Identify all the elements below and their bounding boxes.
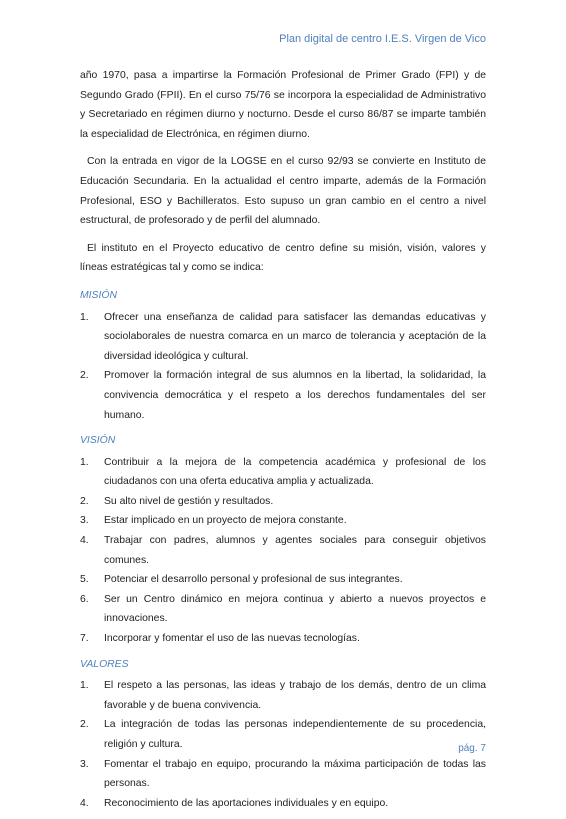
list-number: 4.: [80, 797, 89, 809]
page-header-title: Plan digital de centro I.E.S. Virgen de Vico: [279, 33, 486, 45]
list-number: 4.: [80, 535, 89, 547]
section-heading: VISIÓN: [80, 435, 116, 447]
numbered-list: [80, 453, 486, 649]
list-item-text: El respeto a las personas, las ideas y trabajo de los demás, dentro de un clima favorable y de buena convivencia.: [104, 680, 486, 711]
page-number: pág. 7: [458, 743, 486, 754]
list-item: [80, 629, 486, 649]
list-item: [80, 794, 486, 814]
numbered-list: [80, 676, 486, 813]
list-item: [80, 308, 486, 367]
list-item: [80, 366, 486, 425]
list-item: [80, 570, 486, 590]
list-item-text: Su alto nivel de gestión y resultados.: [104, 495, 274, 507]
list-item: [80, 453, 486, 492]
list-number: 1.: [80, 311, 89, 323]
list-number: 6.: [80, 593, 89, 605]
paragraph: año 1970, pasa a impartirse la Formación Profesional de Primer Grado (FPI) y de Segundo Grado (FPII). En el curso 75/76 se incorpora la especialidad de Administrativo y Secretariado en régimen diurno y nocturno. Desde el curso 86/87 se imparte también la especialidad de Electrónica, en régimen diurno.: [80, 70, 486, 140]
section-heading: VALORES: [80, 658, 129, 670]
list-item: [80, 676, 486, 715]
paragraph: El instituto en el Proyecto educativo de centro define su misión, visión, valores y líneas estratégicas tal y como se indica:: [80, 242, 486, 274]
list-item: [80, 590, 486, 629]
section-mision: [80, 286, 486, 425]
list-number: 2.: [80, 495, 89, 507]
list-item-text: Contribuir a la mejora de la competencia académica y profesional de los ciudadanos con una oferta educativa amplia y actualizada.: [104, 456, 486, 488]
section-valores: [80, 655, 486, 814]
list-item-text: Potenciar el desarrollo personal y profesional de sus integrantes.: [104, 574, 403, 586]
list-item: [80, 511, 486, 531]
list-item-text: Ofrecer una enseñanza de calidad para satisfacer las demandas educativas y sociolaborales de nuestra comarca en un marco de tolerancia y aceptación de la diversidad ideológica y cultural.: [104, 311, 486, 362]
list-number: 2.: [80, 719, 89, 731]
list-item: [80, 492, 486, 512]
list-number: 3.: [80, 758, 89, 770]
list-item: [80, 715, 486, 754]
paragraph: Con la entrada en vigor de la LOGSE en el curso 92/93 se convierte en Instituto de Educación Secundaria. En la actualidad el centro imparte, además de la Formación Profesional, ESO y Bachilleratos. Esto supuso un gran cambio en el centro a nivel estructural, de profesorado y de perfil del alumnado.: [80, 156, 486, 227]
list-item: [80, 755, 486, 794]
list-number: 7.: [80, 633, 89, 645]
list-item-text: Incorporar y fomentar el uso de las nuevas tecnologías.: [104, 633, 360, 645]
list-number: 2.: [80, 370, 89, 382]
list-item-text: Reconocimiento de las aportaciones individuales y en equipo.: [104, 797, 389, 809]
list-number: 5.: [80, 574, 89, 586]
section-heading: MISIÓN: [80, 289, 117, 301]
list-item: [80, 531, 486, 570]
list-item-text: Estar implicado en un proyecto de mejora constante.: [104, 515, 347, 527]
list-item-text: Trabajar con padres, alumnos y agentes sociales para conseguir objetivos comunes.: [104, 535, 486, 566]
list-item-text: Promover la formación integral de sus alumnos en la libertad, la solidaridad, la convivencia democrática y el respeto a los derechos fundamentales del ser humano.: [104, 370, 486, 421]
numbered-list: [80, 308, 486, 426]
list-item-text: La integración de todas las personas independientemente de su procedencia, religión y cultura.: [104, 719, 486, 750]
list-item-text: Ser un Centro dinámico en mejora continua y abierto a nuevos proyectos e innovaciones.: [104, 593, 486, 625]
list-number: 3.: [80, 515, 89, 527]
list-number: 1.: [80, 680, 89, 692]
list-number: 1.: [80, 456, 89, 468]
list-item-text: Fomentar el trabajo en equipo, procurando la máxima participación de todas las personas.: [104, 758, 486, 790]
section-vision: [80, 431, 486, 649]
page-content: [80, 66, 486, 819]
